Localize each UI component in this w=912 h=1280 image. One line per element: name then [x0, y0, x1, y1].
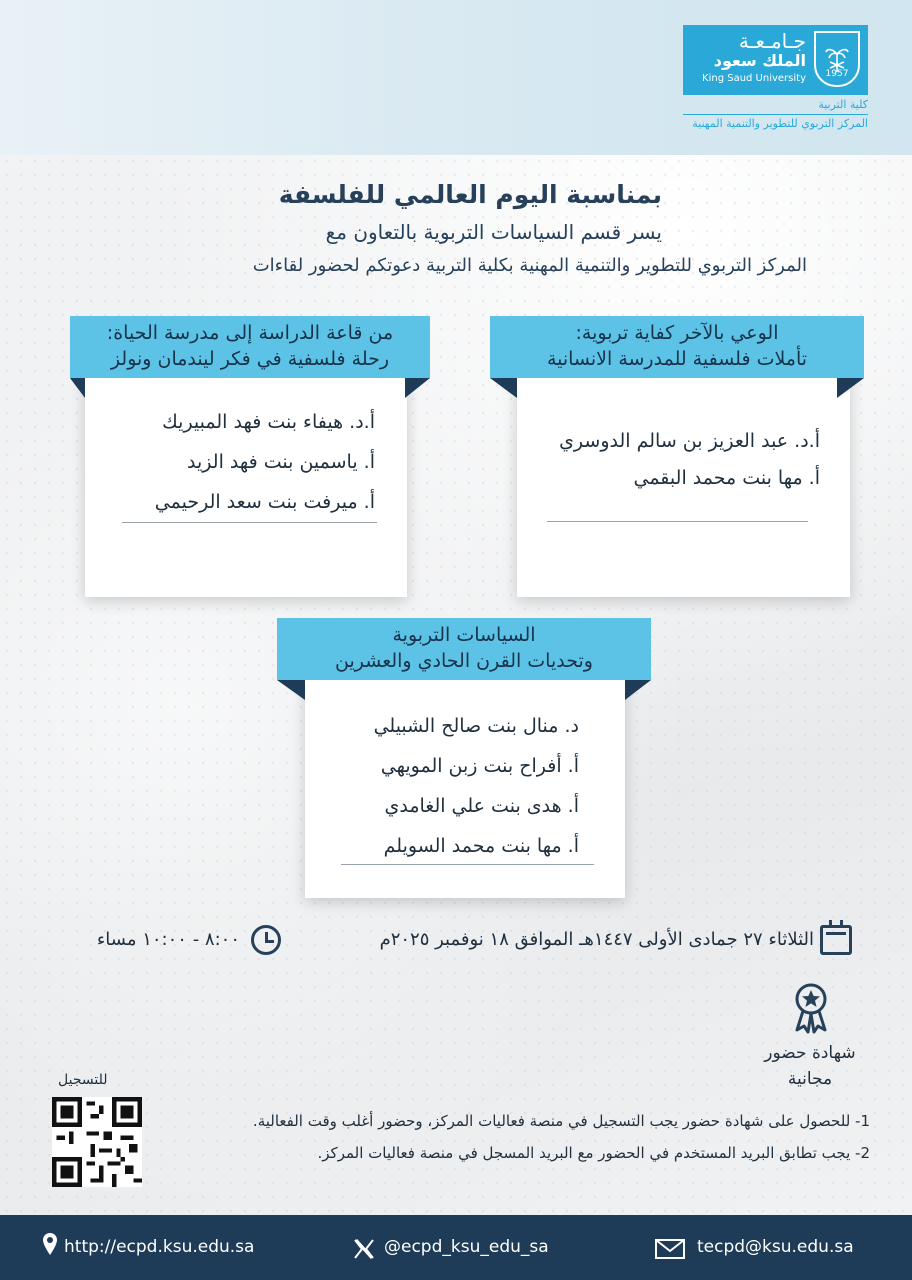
logo-year: 1957 [825, 69, 849, 79]
logo-arabic-line2: الملك سعود [713, 51, 806, 70]
session-title-line1: من قاعة الدراسة إلى مدرسة الحياة: [106, 322, 394, 344]
contact-email[interactable]: tecpd@ksu.edu.sa [697, 1237, 854, 1257]
session-title-line2: وتحديات القرن الحادي والعشرين [335, 650, 593, 672]
center-name: المركز التربوي للتطوير والتنمية المهنية [692, 117, 868, 130]
palm-emblem-icon [814, 31, 860, 87]
banner-fold [837, 378, 864, 398]
registration-notes [220, 1108, 870, 1172]
session-title-line1: الوعي بالآخر كفاية تربوية: [575, 322, 779, 344]
divider-line [122, 522, 377, 523]
banner-fold [70, 378, 85, 398]
session-title-banner-3 [277, 618, 651, 680]
banner-fold [625, 680, 651, 700]
speaker-name: أ. أفراح بنت زبن المويهي [380, 755, 579, 777]
session-title-line1: السياسات التربوية [392, 624, 536, 646]
clock-icon [251, 925, 281, 955]
certificate-line1: شهادة حضور [764, 1043, 856, 1063]
award-ribbon-icon [792, 982, 830, 1034]
divider-line [341, 864, 594, 865]
speaker-list-1 [559, 423, 820, 497]
divider-line [547, 521, 808, 522]
logo-arabic-line1: جـامـعـة [738, 29, 806, 53]
session-title-line2: رحلة فلسفية في فكر ليندمان ونولز [110, 348, 390, 370]
university-logo [683, 25, 868, 95]
logo-english: King Saud University [702, 73, 806, 84]
qr-code-icon[interactable] [52, 1097, 142, 1187]
speaker-name: أ. ياسمين بنت فهد الزيد [187, 451, 375, 473]
session-title-line2: تأملات فلسفية للمدرسة الانسانية [546, 348, 808, 370]
x-handle[interactable]: @ecpd_ksu_edu_sa [384, 1237, 549, 1257]
event-time: ٨:٠٠ - ١٠:٠٠ مساء [96, 929, 240, 950]
website-link[interactable]: http://ecpd.ksu.edu.sa [64, 1237, 255, 1257]
banner-fold [277, 680, 305, 700]
heading-line2: يسر قسم السياسات التربوية بالتعاون مع [325, 220, 662, 244]
speaker-name: أ.د. هيفاء بنت فهد المبيريك [162, 411, 375, 433]
banner-fold [490, 378, 517, 398]
speaker-name: أ. مها بنت محمد البقمي [633, 467, 820, 489]
speaker-name: أ. هدى بنت علي الغامدي [384, 795, 579, 817]
speaker-name: أ. ميرفت بنت سعد الرحيمي [154, 491, 375, 513]
calendar-icon [820, 925, 852, 955]
event-date: الثلاثاء ٢٧ جمادى الأولى ١٤٤٧هـ الموافق ١٨ نوفمبر ٢٠٢٥م [379, 929, 814, 950]
logo-divider [683, 114, 868, 115]
session-title-banner-2 [70, 316, 430, 378]
heading-line3: المركز التربوي للتطوير والتنمية المهنية بكلية التربية دعوتكم لحضور لقاءات [252, 255, 807, 276]
heading-line1: بمناسبة اليوم العالمي للفلسفة [278, 180, 662, 209]
envelope-icon [655, 1239, 685, 1259]
college-name: كلية التربية [818, 98, 868, 111]
footer-bar [0, 1215, 912, 1280]
note-item: 1- للحصول على شهادة حضور يجب التسجيل في منصة فعاليات المركز، وحضور أغلب وقت الفعالية. [252, 1112, 870, 1130]
location-pin-icon [42, 1232, 58, 1256]
speaker-name: أ.د. عبد العزيز بن سالم الدوسري [559, 430, 820, 452]
speaker-list-3 [374, 706, 579, 866]
x-logo-icon [353, 1238, 375, 1260]
speaker-name: أ. مها بنت محمد السويلم [383, 835, 579, 857]
speaker-list-2 [155, 402, 375, 522]
certificate-line2: مجانية [787, 1069, 833, 1089]
qr-label: للتسجيل [58, 1072, 108, 1088]
certificate-text [735, 1040, 885, 1092]
speaker-name: د. منال بنت صالح الشبيلي [373, 715, 579, 737]
banner-fold [405, 378, 430, 398]
note-item: 2- يجب تطابق البريد المستخدم في الحضور مع البريد المسجل في منصة فعاليات المركز. [317, 1144, 870, 1162]
session-title-banner-1 [490, 316, 864, 378]
